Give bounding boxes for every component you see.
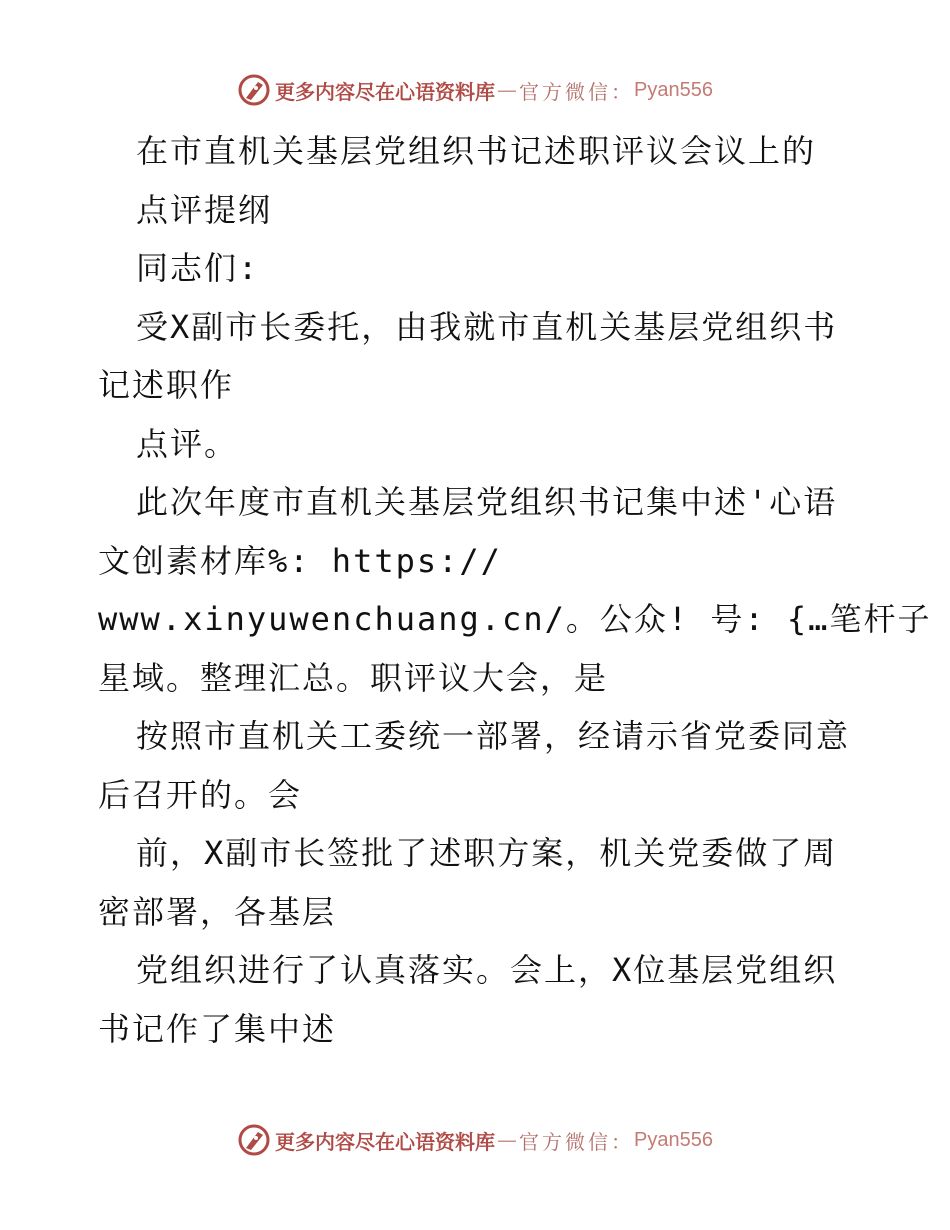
banner-wechat-id: Pyan556	[634, 78, 713, 101]
pen-nib-logo-icon	[237, 1123, 271, 1157]
banner-wechat-label: 官方微信：	[519, 79, 635, 104]
footer-banner	[0, 1120, 950, 1160]
document-line: 文创素材库%: https://	[98, 541, 502, 580]
banner-dash: —	[497, 78, 518, 102]
document-line: 在市直机关基层党组织书记述职评议会议上的	[136, 132, 817, 170]
header-banner	[0, 70, 950, 110]
document-line: 前，X副市长签批了述职方案，机关党委做了周	[136, 834, 838, 872]
document-line: 书记作了集中述	[98, 1009, 337, 1048]
banner-main-text: 更多内容尽在心语资料库	[275, 79, 496, 104]
document-line: 党组织进行了认真落实。会上，X位基层党组织	[136, 951, 838, 989]
document-line: www.xinyuwenchuang.cn/。公众! 号: {…笔杆子	[98, 600, 932, 638]
document-body	[98, 122, 932, 1058]
pen-nib-logo-icon	[237, 73, 271, 107]
document-line: 星域。整理汇总。职评议大会，是	[98, 658, 609, 697]
banner-main-text: 更多内容尽在心语资料库	[275, 1129, 496, 1154]
document-line: 点评。	[136, 424, 239, 463]
document-line: 点评提纲	[136, 190, 273, 229]
document-line: 按照市直机关工委统一部署，经请示省党委同意	[136, 717, 851, 755]
document-line: 同志们:	[136, 249, 260, 287]
document-line: 密部署，各基层	[98, 892, 337, 931]
banner-dash: —	[497, 1128, 518, 1152]
banner-wechat-id: Pyan556	[634, 1128, 713, 1151]
document-line: 后召开的。会	[98, 775, 303, 814]
document-line: 记述职作	[98, 366, 235, 404]
banner-wechat-label: 官方微信：	[519, 1129, 635, 1154]
document-line: 此次年度市直机关基层党组织书记集中述'心语	[136, 483, 838, 521]
document-line: 受X副市长委托，由我就市直机关基层党组织书	[136, 307, 838, 346]
